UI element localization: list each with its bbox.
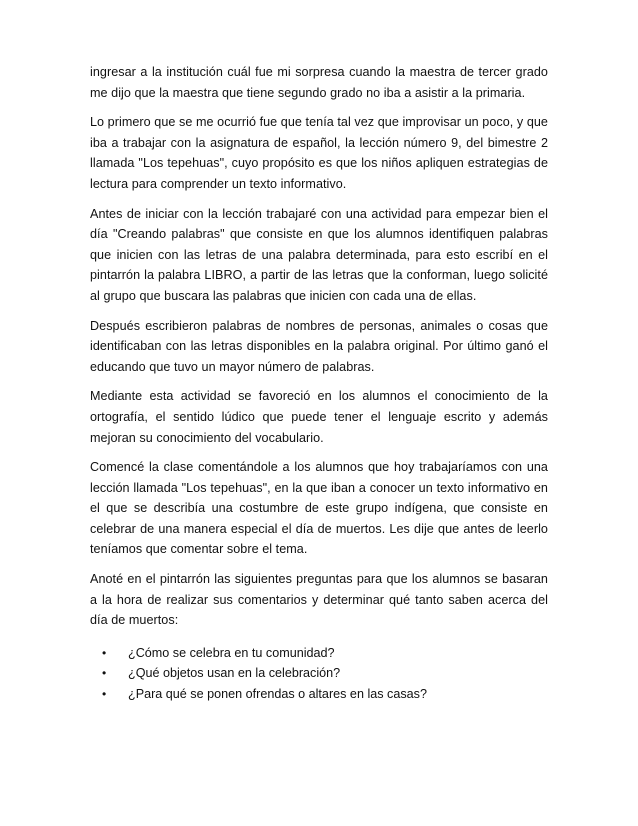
bullet-icon: •	[102, 645, 107, 660]
paragraph-6: Comencé la clase comentándole a los alumnos que hoy trabajaríamos con una lección llamada "Los tepehuas", en la que iban a conocer un texto informativo en el que se describía una costumbre de este grupo indígena, que consiste en celebrar de una manera especial el día de muertos. Les dije que antes de leerlo teníamos que comentar sobre el tema.	[90, 460, 548, 557]
paragraph-1: ingresar a la institución cuál fue mi sorpresa cuando la maestra de tercer grado me dijo que la maestra que tiene segundo grado no iba a asistir a la primaria.	[90, 65, 548, 100]
paragraph-2: Lo primero que se me ocurrió fue que tenía tal vez que improvisar un poco, y que iba a trabajar con la asignatura de español, la lección número 9, del bimestre 2 llamada "Los tepehuas", cuyo propósito es que los niños apliquen estrategias de lectura para comprender un texto informativo.	[90, 115, 548, 191]
paragraph-5: Mediante esta actividad se favoreció en los alumnos el conocimiento de la ortografía, el sentido lúdico que puede tener el lenguaje escrito y además mejoran su conocimiento del vocabulario.	[90, 389, 548, 445]
paragraph-3: Antes de iniciar con la lección trabajaré con una actividad para empezar bien el día "Creando palabras" que consiste en que los alumnos identifiquen palabras que inicien con las letras de una palabra determinada, para esto escribí en el pintarrón la palabra LIBRO, a partir de las letras que la conforman, luego solicité al grupo que buscara las palabras que inicien con cada una de ellas.	[90, 206, 548, 303]
paragraph-4: Después escribieron palabras de nombres de personas, animales o cosas que identificaban con las letras disponibles en la palabra original. Por último ganó el educando que tuvo un mayor número de palabras.	[90, 318, 548, 374]
list-item	[90, 663, 548, 684]
list-item-text: ¿Cómo se celebra en tu comunidad?	[128, 645, 335, 660]
list-item	[90, 684, 548, 705]
list-item-text: ¿Para qué se ponen ofrendas o altares en las casas?	[128, 687, 427, 702]
question-list	[90, 643, 548, 705]
paragraph-7: Anoté en el pintarrón las siguientes preguntas para que los alumnos se basaran a la hora de realizar sus comentarios y determinar qué tanto saben acerca del día de muertos:	[90, 572, 548, 628]
bullet-icon: •	[102, 687, 107, 702]
document-page	[90, 62, 548, 705]
bullet-icon: •	[102, 666, 107, 681]
list-item-text: ¿Qué objetos usan en la celebración?	[128, 666, 341, 681]
list-item	[90, 643, 548, 664]
